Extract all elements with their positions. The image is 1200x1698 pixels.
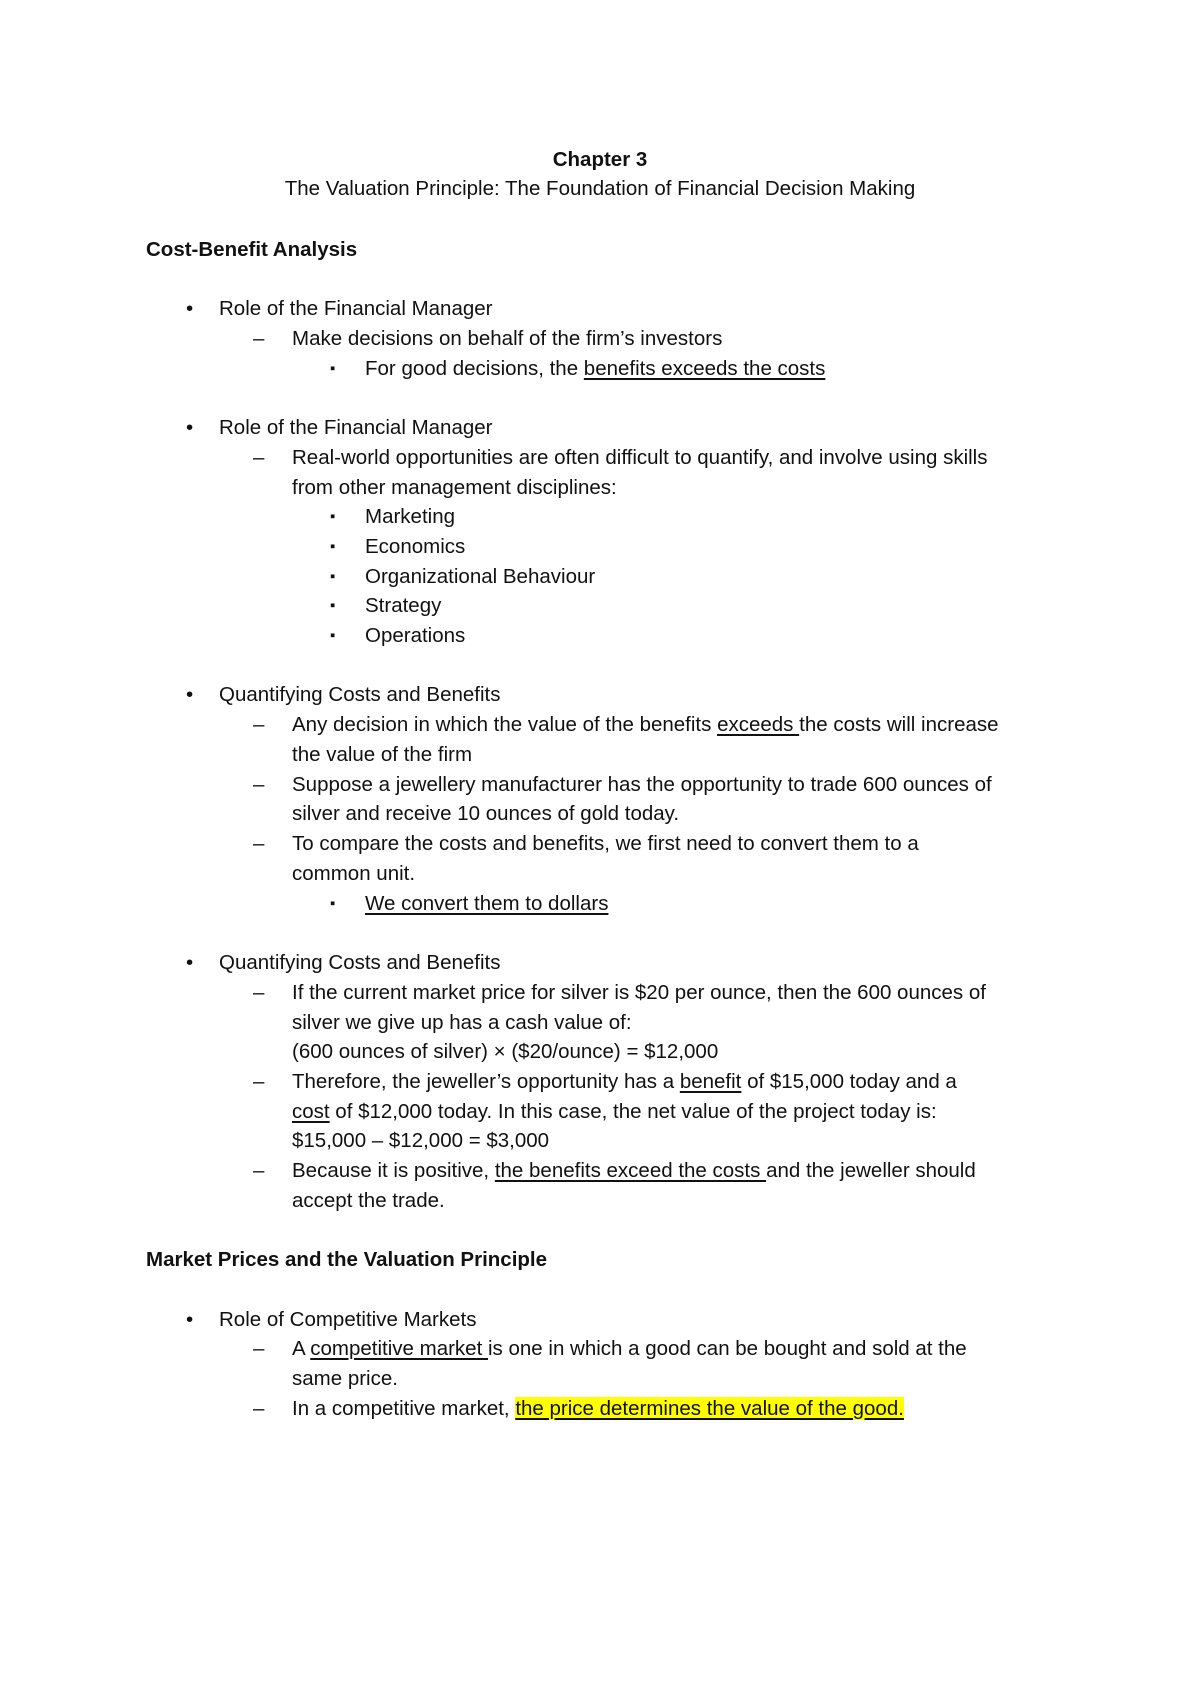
- sub-because-line1: Because it is positive, the benefits exceed the costs and the jeweller should: [292, 1159, 976, 1182]
- sub-any-decision-line1: Any decision in which the value of the benefits exceeds the costs will increase: [292, 713, 999, 736]
- dash-icon: –: [253, 981, 265, 1004]
- dash-icon: –: [253, 327, 265, 350]
- bullet-quantifying-2: Quantifying Costs and Benefits: [219, 951, 501, 974]
- bullet-dot-icon: •: [186, 683, 194, 706]
- dash-icon: –: [253, 713, 265, 736]
- bullet-quantifying-1: Quantifying Costs and Benefits: [219, 683, 501, 706]
- bullet-dot-icon: •: [186, 297, 194, 320]
- bullet-dot-icon: •: [186, 416, 194, 439]
- subsub-good-decisions: For good decisions, the benefits exceeds the costs: [365, 357, 826, 380]
- sub-price-determines: In a competitive market, the price determines the value of the good.: [292, 1397, 904, 1420]
- sub-any-decision-line2: the value of the firm: [292, 743, 473, 766]
- sub-jewellery-line1: Suppose a jewellery manufacturer has the opportunity to trade 600 ounces of: [292, 773, 992, 796]
- square-bullet-icon: ▪: [330, 627, 336, 644]
- sub-silver-price-line2: silver we give up has a cash value of:: [292, 1011, 632, 1034]
- bullet-role-financial-manager-2: Role of the Financial Manager: [219, 416, 493, 439]
- dash-icon: –: [253, 773, 265, 796]
- sub-real-world-line1: Real-world opportunities are often difficult to quantify, and involve using skills: [292, 446, 988, 469]
- sub-compare-line2: common unit.: [292, 862, 416, 885]
- sub-real-world-line2: from other management disciplines:: [292, 476, 617, 499]
- chapter-subtitle: The Valuation Principle: The Foundation of Financial Decision Making: [284, 177, 916, 200]
- list-item-economics: Economics: [365, 535, 466, 558]
- square-bullet-icon: ▪: [330, 538, 336, 555]
- sub-jewellery-line2: silver and receive 10 ounces of gold today.: [292, 802, 680, 825]
- sub-competitive-market-line2: same price.: [292, 1367, 398, 1390]
- sub-because-line2: accept the trade.: [292, 1189, 445, 1212]
- sub-make-decisions: Make decisions on behalf of the firm’s investors: [292, 327, 723, 350]
- sub-therefore-line2: cost of $12,000 today. In this case, the net value of the project today is:: [292, 1100, 937, 1123]
- dash-icon: –: [253, 1070, 265, 1093]
- bullet-competitive-markets: Role of Competitive Markets: [219, 1308, 477, 1331]
- sub-silver-price-line1: If the current market price for silver is $20 per ounce, then the 600 ounces of: [292, 981, 986, 1004]
- list-item-marketing: Marketing: [365, 505, 456, 528]
- square-bullet-icon: ▪: [330, 895, 336, 912]
- dash-icon: –: [253, 1397, 265, 1420]
- square-bullet-icon: ▪: [330, 508, 336, 525]
- list-item-operations: Operations: [365, 624, 466, 647]
- highlighted-text: the price determines the value of the good.: [515, 1397, 904, 1420]
- dash-icon: –: [253, 446, 265, 469]
- dash-icon: –: [253, 1337, 265, 1360]
- sub-therefore-line1: Therefore, the jeweller’s opportunity has a benefit of $15,000 today and a: [292, 1070, 957, 1093]
- list-item-organizational-behaviour: Organizational Behaviour: [365, 565, 596, 588]
- dash-icon: –: [253, 1159, 265, 1182]
- list-item-strategy: Strategy: [365, 594, 442, 617]
- dash-icon: –: [253, 832, 265, 855]
- sub-compare-line1: To compare the costs and benefits, we first need to convert them to a: [292, 832, 919, 855]
- sub-competitive-market-line1: A competitive market is one in which a good can be bought and sold at the: [292, 1337, 967, 1360]
- square-bullet-icon: ▪: [330, 360, 336, 377]
- bullet-dot-icon: •: [186, 1308, 194, 1331]
- bullet-role-financial-manager-1: Role of the Financial Manager: [219, 297, 493, 320]
- section-title-cost-benefit: Cost-Benefit Analysis: [146, 238, 358, 261]
- square-bullet-icon: ▪: [330, 597, 336, 614]
- bullet-dot-icon: •: [186, 951, 194, 974]
- sub-therefore-line3: $15,000 – $12,000 = $3,000: [292, 1129, 550, 1152]
- chapter-title: Chapter 3: [552, 148, 648, 171]
- section-title-market-prices: Market Prices and the Valuation Principle: [146, 1248, 548, 1271]
- square-bullet-icon: ▪: [330, 568, 336, 585]
- sub-silver-price-line3: (600 ounces of silver) × ($20/ounce) = $12,000: [292, 1040, 719, 1063]
- subsub-convert-dollars: We convert them to dollars: [365, 892, 609, 915]
